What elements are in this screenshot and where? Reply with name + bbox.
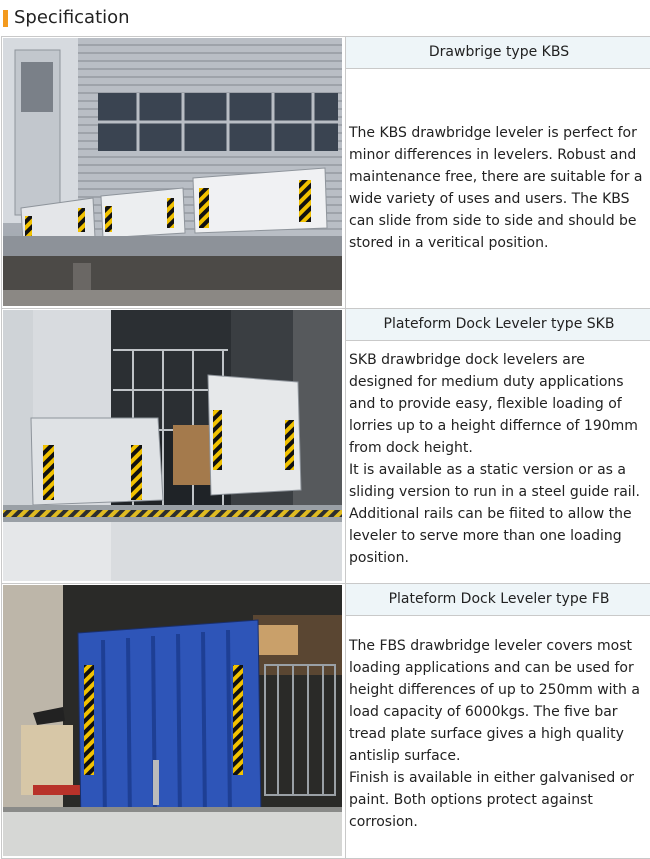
- kbs-photo-cell: [2, 37, 346, 309]
- skb-description: SKB drawbridge dock levelers are designed for medium duty applications and to provide easy, flexible loading of lorries up to a height differnce of 190mm from dock height. It is available as a static version or as a sliding version to run in a steel guide rail. Additional rails can be fiited to allow the leveler to serve more than one loading position.: [349, 352, 640, 566]
- skb-photo-cell: [2, 309, 346, 584]
- fb-text-cell: [346, 584, 650, 859]
- fb-photo: [3, 585, 342, 856]
- section-header: [0, 0, 650, 36]
- skb-photo: [3, 310, 342, 581]
- section-accent-bar: [3, 10, 8, 27]
- fb-description: The FBS drawbridge leveler covers most loading applications and can be used for height differences of up to 250mm with a load capacity of 6000kgs. The five bar tread plate surface gives a high quality antislip surface. Finish is available in either galvanised or paint. Both options protect against corrosion.: [349, 638, 640, 830]
- fb-photo-cell: [2, 584, 346, 859]
- kbs-text-cell: [346, 37, 650, 309]
- skb-type-title: Plateform Dock Leveler type SKB: [346, 309, 650, 341]
- spec-row-fb: [2, 584, 650, 859]
- kbs-description: The KBS drawbridge leveler is perfect for minor differences in levelers. Robust and maintenance free, there are suitable for a wide variety of uses and users. The KBS can slide from side to side and should be stored in a veritical position.: [349, 125, 643, 251]
- section-title: Specification: [14, 7, 130, 28]
- kbs-type-title: Drawbrige type KBS: [346, 37, 650, 69]
- skb-text-cell: [346, 309, 650, 584]
- spec-row-skb: [2, 309, 650, 584]
- spec-table: [1, 36, 650, 859]
- spec-row-kbs: [2, 37, 650, 309]
- fb-type-title: Plateform Dock Leveler type FB: [346, 584, 650, 616]
- kbs-photo: [3, 38, 342, 306]
